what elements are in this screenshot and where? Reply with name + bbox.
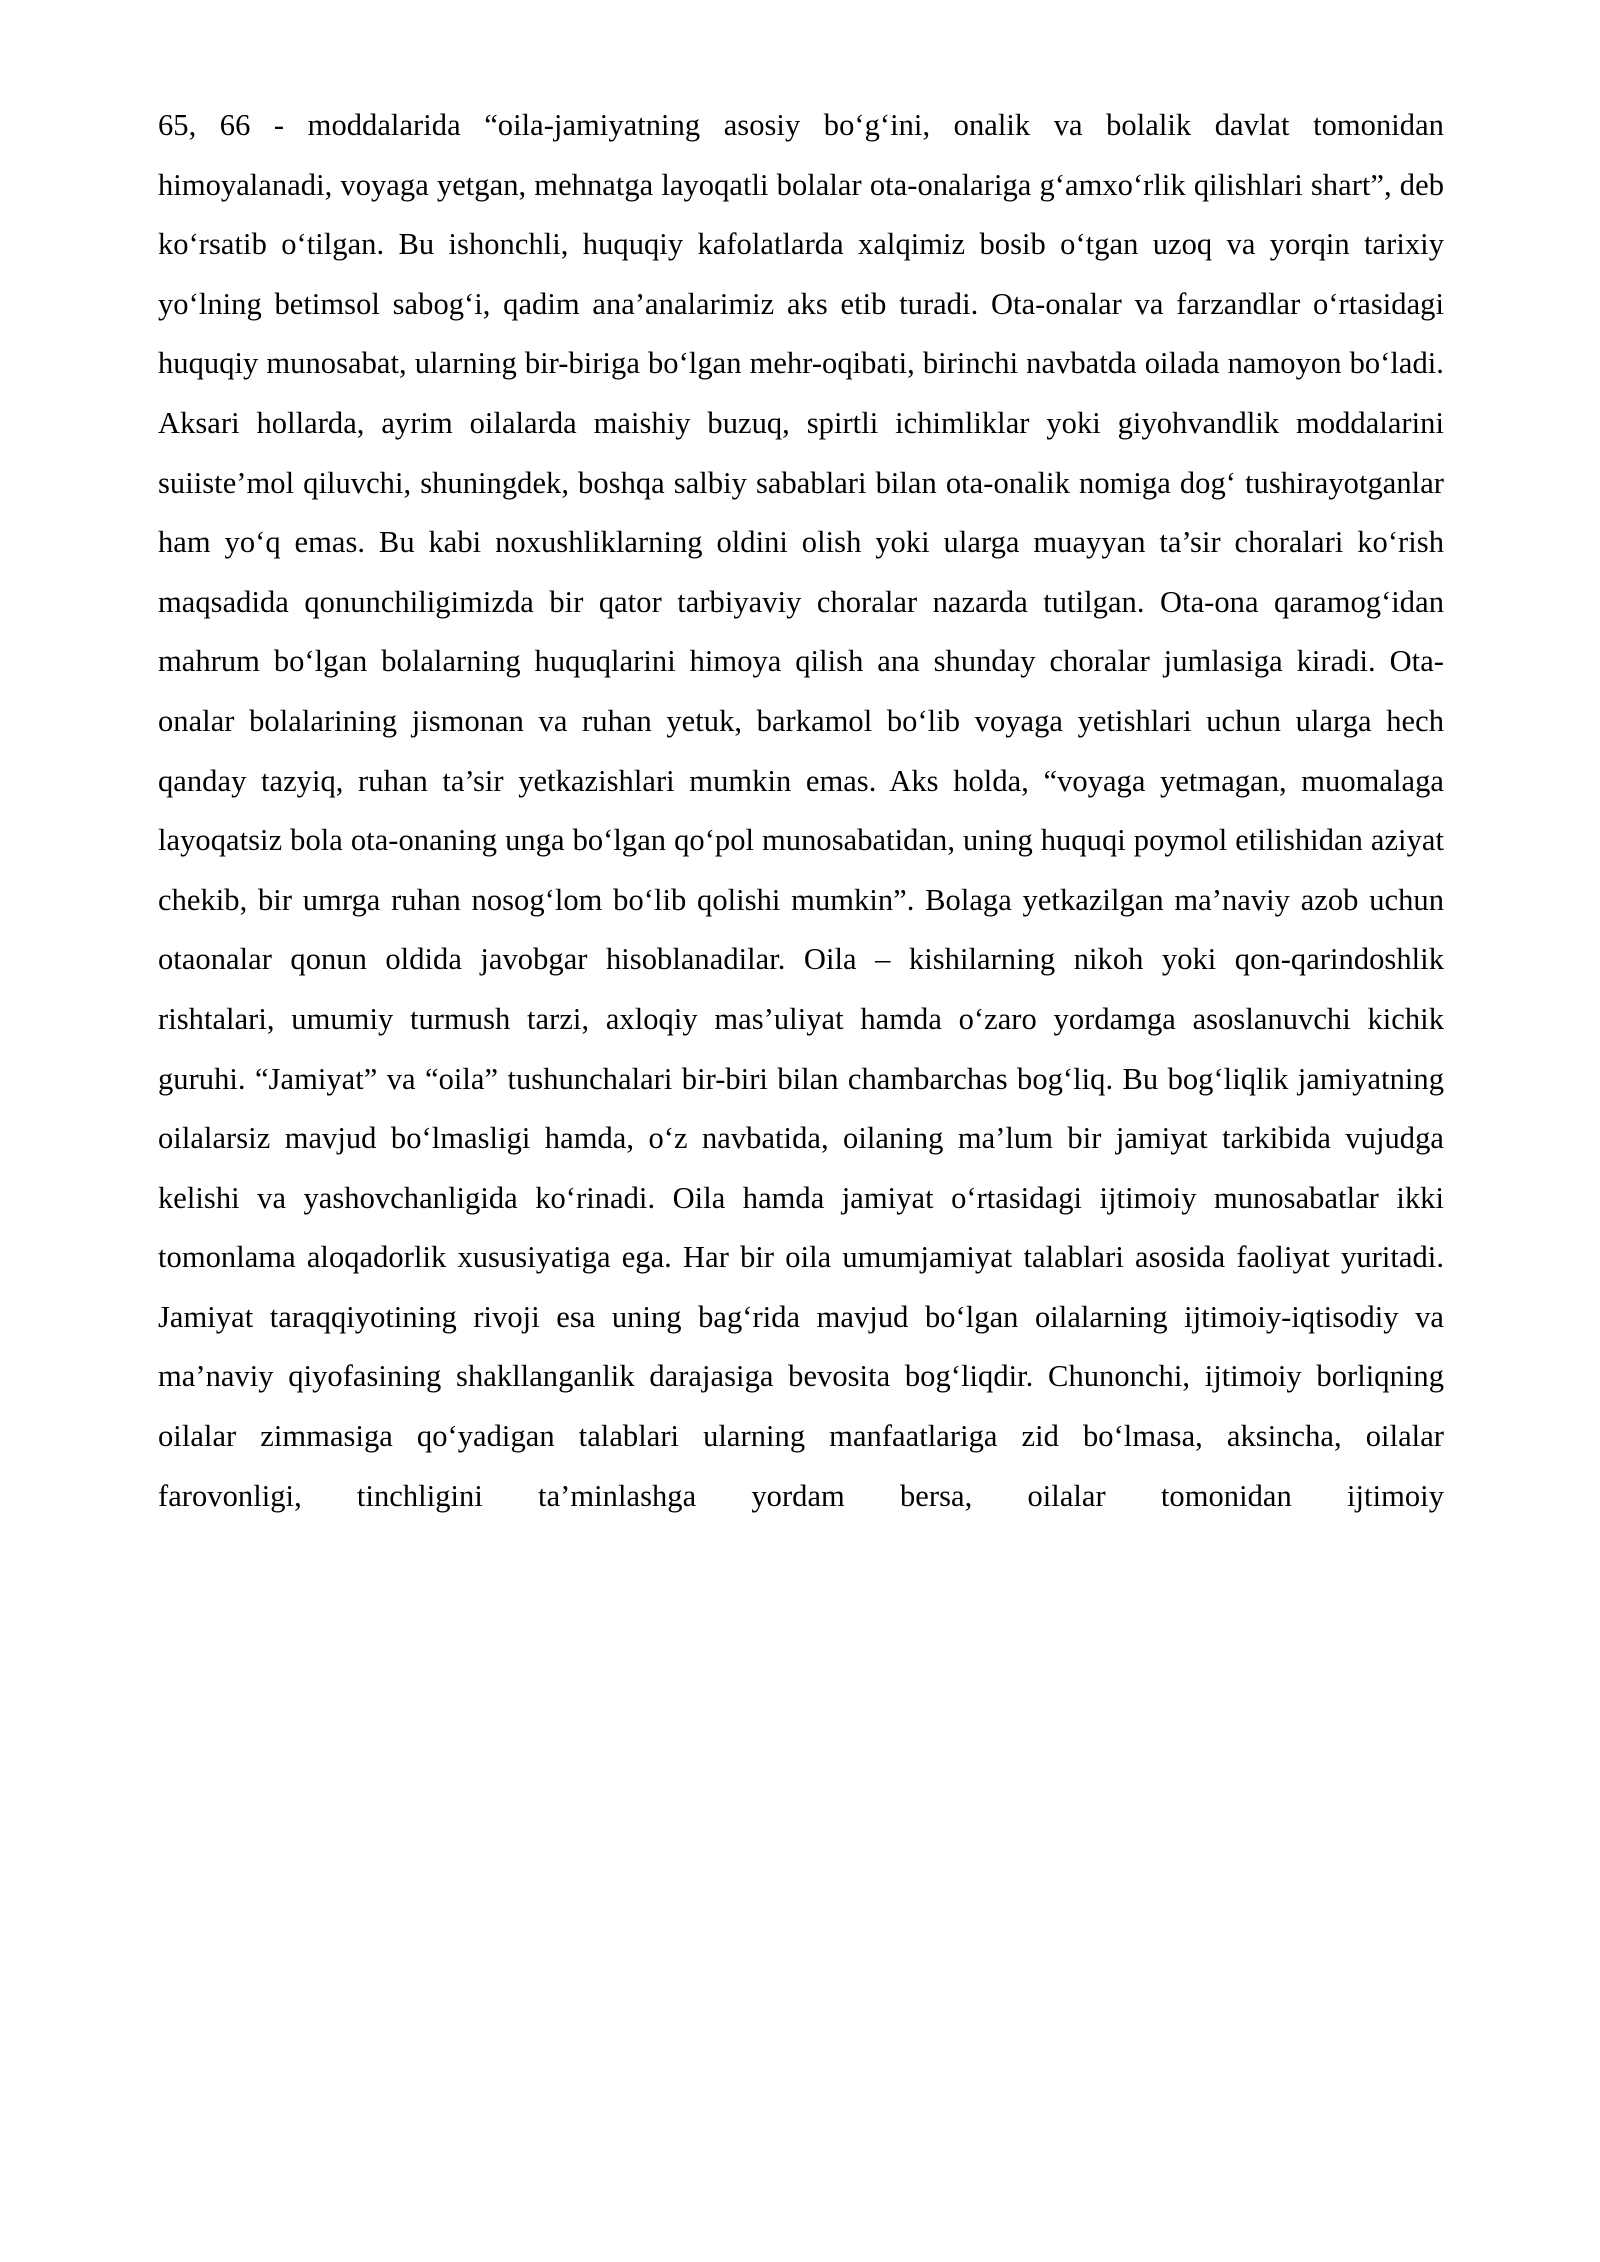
body-paragraph: 65, 66 - moddalarida “oila-jamiyatning asosiy bo‘g‘ini, onalik va bolalik davlat tomonidan himoyalanadi, voyaga yetgan, mehnatga layoqatli bolalar ota-onalariga g‘amxo‘rlik qilishlari shart”, deb ko‘rsatib o‘tilgan. Bu ishonchli, huquqiy kafolatlarda xalqimiz bosib o‘tgan uzoq va yorqin tarixiy yo‘lning betimsol sabog‘i, qadim ana’analarimiz aks etib turadi. Ota-onalar va farzandlar o‘rtasidagi huquqiy munosabat, ularning bir-biriga bo‘lgan mehr-oqibati, birinchi navbatda oilada namoyon bo‘ladi. Aksari hollarda, ayrim oilalarda maishiy buzuq, spirtli ichimliklar yoki giyohvandlik moddalarini suiiste’mol qiluvchi, shuningdek, boshqa salbiy sabablari bilan ota-onalik nomiga dog‘ tushirayotganlar ham yo‘q emas. Bu kabi noxushliklarning oldini olish yoki ularga muayyan ta’sir choralari ko‘rish maqsadida qonunchiligimizda bir qator tarbiyaviy choralar nazarda tutilgan. Ota-ona qaramog‘idan mahrum bo‘lgan bolalarning huquqlarini himoya qilish ana shunday choralar jumlasiga kiradi. Ota-onalar bolalarining jismonan va ruhan yetuk, barkamol bo‘lib voyaga yetishlari uchun ularga hech qanday tazyiq, ruhan ta’sir yetkazishlari mumkin emas. Aks holda, “voyaga yetmagan, muomalaga layoqatsiz bola ota-onaning unga bo‘lgan qo‘pol munosabatidan, uning huquqi poymol etilishidan aziyat chekib, bir umrga ruhan nosog‘lom bo‘lib qolishi mumkin”. Bolaga yetkazilgan ma’naviy azob uchun otaonalar qonun oldida javobgar hisoblanadilar. Oila – kishilarning nikoh yoki qon-qarindoshlik rishtalari, umumiy turmush tarzi, axloqiy mas’uliyat hamda o‘zaro yordamga asoslanuvchi kichik guruhi. “Jamiyat” va “oila” tushunchalari bir-biri bilan chambarchas bog‘liq. Bu bog‘liqlik jamiyatning oilalarsiz mavjud bo‘lmasligi hamda, o‘z navbatida, oilaning ma’lum bir jamiyat tarkibida vujudga kelishi va yashovchanligida ko‘rinadi. Oila hamda jamiyat o‘rtasidagi ijtimoiy munosabatlar ikki tomonlama aloqadorlik xususiyatiga ega. Har bir oila umumjamiyat talablari asosida faoliyat yuritadi. Jamiyat taraqqiyotining rivoji esa uning bag‘rida mavjud bo‘lgan oilalarning ijtimoiy-iqtisodiy va ma’naviy qiyofasining shakllanganlik darajasiga bevosita bog‘liqdir. Chunonchi, ijtimoiy borliqning oilalar zimmasiga qo‘yadigan talablari ularning manfaatlariga zid bo‘lmasa, aksincha, oilalar farovonligi, tinchligini ta’minlashga yordam bersa, oilalar tomonidan ijtimoiy <box>158 108 1444 1513</box>
page-text-block <box>158 96 1444 1586</box>
